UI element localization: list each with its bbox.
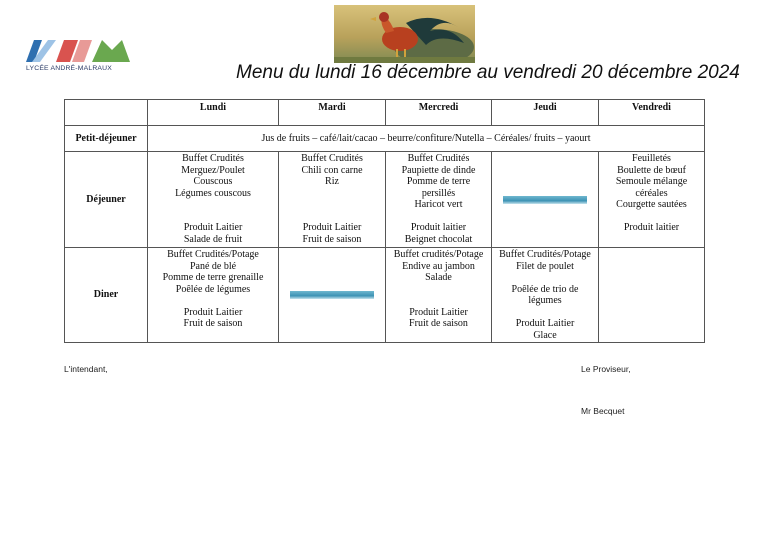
breakfast-content: Jus de fruits – café/lait/cacao – beurre/confiture/Nutella – Céréales/ fruits – yaourt: [148, 126, 705, 152]
menu-item: Filet de poulet: [516, 260, 574, 272]
menu-item: Courgette sautées: [616, 199, 687, 210]
lunch-jeudi: [492, 152, 599, 248]
menu-item: Buffet Crudités: [182, 153, 244, 164]
header-day-lundi: Lundi: [148, 100, 279, 126]
menu-item: Produit Laitier: [409, 306, 468, 318]
menu-item: Haricot vert: [414, 199, 463, 210]
menu-item: Salade de fruit: [183, 233, 243, 245]
row-label-breakfast: Petit-déjeuner: [65, 126, 148, 152]
menu-item: Beignet chocolat: [404, 233, 473, 245]
menu-item: Produit laitier: [410, 222, 467, 233]
menu-item: Merguez/Poulet: [181, 164, 245, 176]
menu-item: céréales: [635, 187, 668, 199]
dinner-mardi: [279, 248, 386, 343]
school-logo-icon: [26, 38, 130, 62]
menu-item: [281, 211, 383, 223]
menu-item: [601, 211, 702, 223]
menu-item: [150, 199, 276, 211]
header-day-mardi: Mardi: [279, 100, 386, 126]
menu-item: Poêlée de trio de: [511, 283, 579, 295]
dinner-mercredi: [386, 248, 492, 343]
school-name: LYCÉE ANDRÉ-MALRAUX: [26, 65, 113, 72]
row-label-lunch: Déjeuner: [65, 152, 148, 248]
lunch-mercredi: [386, 152, 492, 248]
closed-bar-icon: [290, 291, 374, 299]
menu-item: Chili con carne: [301, 164, 363, 176]
menu-item: Couscous: [193, 176, 233, 187]
menu-item: Boulette de bœuf: [617, 164, 686, 176]
menu-item: Buffet Crudités: [301, 153, 363, 164]
menu-item: [388, 211, 489, 223]
menu-item: [150, 211, 276, 223]
menu-item: [281, 199, 383, 211]
table-header-row: [65, 100, 705, 126]
rooster-picture: [334, 5, 475, 63]
menu-item: [494, 307, 596, 319]
closed-bar-icon: [503, 196, 587, 204]
menu-item: Feuilletés: [632, 153, 671, 164]
header-day-jeudi: Jeudi: [492, 100, 599, 126]
menu-item: Produit Laitier: [183, 306, 243, 318]
menu-item: Produit laitier: [623, 222, 680, 233]
menu-item: Buffet Crudités/Potage: [167, 249, 259, 260]
menu-table: [64, 99, 705, 343]
menu-item: légumes: [528, 295, 562, 306]
lunch-vendredi: [599, 152, 705, 248]
signature-proviseur: Le Proviseur,: [581, 364, 631, 374]
lunch-mardi: [279, 152, 386, 248]
row-label-dinner: Diner: [65, 248, 148, 343]
dinner-jeudi: [492, 248, 599, 343]
menu-item: persillés: [421, 187, 456, 199]
menu-item: Produit Laitier: [183, 222, 243, 233]
menu-item: Pomme de terre: [406, 176, 471, 187]
menu-item: Buffet Crudités: [407, 153, 470, 164]
menu-item: Pané de blé: [189, 260, 237, 272]
menu-item: Poêlée de légumes: [175, 283, 251, 295]
header-day-mercredi: Mercredi: [386, 100, 492, 126]
menu-item: Paupiette de dinde: [401, 164, 476, 176]
page-title: Menu du lundi 16 décembre au vendredi 20 décembre 2024: [236, 62, 740, 83]
menu-item: Salade: [425, 272, 452, 283]
table-row-breakfast: [65, 126, 705, 152]
menu-item: Produit Laitier: [302, 222, 362, 233]
signature-proviseur-name: Mr Becquet: [581, 406, 625, 416]
rooster-icon: [334, 5, 475, 63]
menu-item: Pomme de terre grenaille: [162, 272, 264, 283]
menu-item: Riz: [325, 176, 339, 187]
menu-item: [150, 295, 276, 307]
menu-item: Semoule mélange: [615, 176, 688, 187]
menu-item: Buffet Crudités/Potage: [499, 249, 591, 260]
menu-item: Fruit de saison: [302, 233, 362, 245]
dinner-vendredi: [599, 248, 705, 343]
menu-item: Fruit de saison: [409, 318, 468, 329]
table-row-dinner: [65, 248, 705, 343]
header-day-vendredi: Vendredi: [599, 100, 705, 126]
menu-item: Légumes couscous: [175, 187, 251, 199]
dinner-lundi: [148, 248, 279, 343]
school-logo: [26, 38, 130, 78]
menu-item: Endive au jambon: [402, 260, 475, 272]
signature-intendant: L'intendant,: [64, 364, 108, 374]
menu-item: Glace: [533, 329, 557, 341]
header-corner: [65, 100, 148, 126]
menu-item: Produit Laitier: [515, 318, 575, 329]
menu-item: Fruit de saison: [183, 318, 243, 329]
lunch-lundi: [148, 152, 279, 248]
menu-item: [494, 272, 596, 284]
menu-item: [281, 188, 383, 200]
menu-item: [388, 284, 489, 296]
menu-item: [388, 295, 489, 307]
menu-item: Buffet crudités/Potage: [393, 249, 484, 260]
table-row-lunch: [65, 152, 705, 248]
